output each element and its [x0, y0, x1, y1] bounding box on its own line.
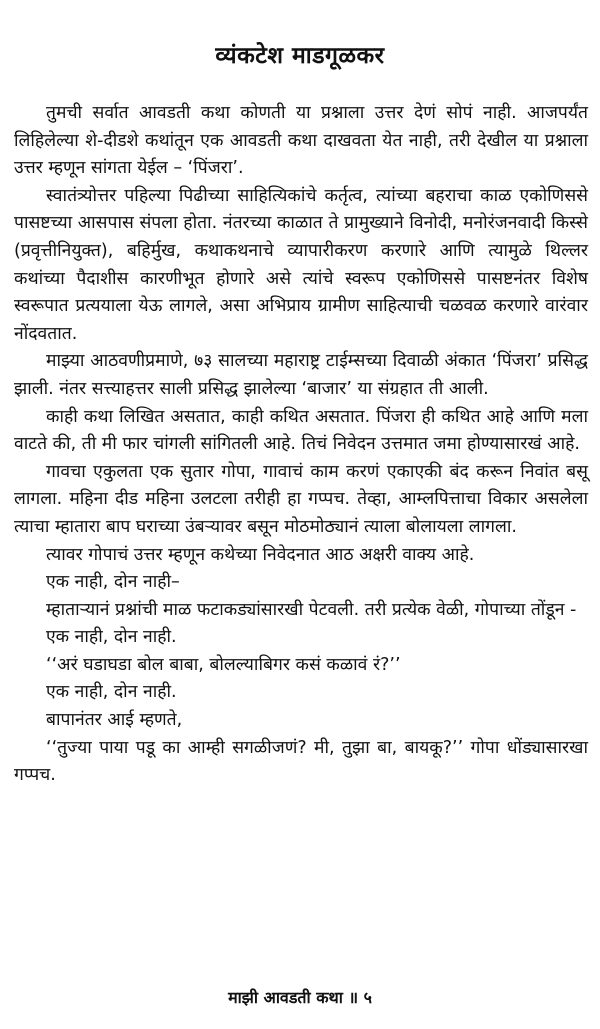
- paragraph: ‘‘तुज्या पाया पडू का आम्ही सगळीजणं? मी, तुझा बा, बायकू?’’ गोपा धोंड्यासारखा गप्पच.: [14, 737, 588, 786]
- body-text: [14, 100, 588, 790]
- paragraph: स्वातंत्र्योत्तर पहिल्या पिढीच्या साहित्यिकांचे कर्तृत्व, त्यांच्या बहराचा काळ एकोणिससे पासष्टच्या आसपास संपला होता. नंतरच्या काळात ते प्रामुख्याने विनोदी, मनोरंजनवादी किस्से (प्रवृत्तीनियुक्त), बहिर्मुख, कथाकथनाचे व्यापारीकरण करणारे आणि त्यामुळे थिल्लर कथांच्या पैदाशीस कारणीभूत होणारे असे त्यांचे स्वरूप एकोणिससे पासष्टनंतर विशेष स्वरूपात प्रत्ययाला येऊ लागले, असा अभिप्राय ग्रामीण साहित्याची चळवळ करणारे वारंवार नोंदवतात.: [14, 185, 588, 344]
- paragraph: म्हाताऱ्यानं प्रश्नांची माळ फटाकड्यांसारखी पेटवली. तरी प्रत्येक वेळी, गोपाच्या तोंडून -: [46, 599, 577, 620]
- dialogue-line: बापानंतर आई म्हणते,: [46, 710, 183, 731]
- paragraph: काही कथा लिखित असतात, काही कथित असतात. पिंजरा ही कथित आहे आणि मला वाटते की, ती मी फार चांगली सांगितली आहे. तिचं निवेदन उत्तमात जमा होण्यासारखं आहे.: [14, 406, 588, 455]
- dialogue-line: ‘‘अरं घडाघडा बोल बाबा, बोलल्याबिगर कसं कळावं रं?’’: [46, 654, 401, 675]
- page-title: व्यंकटेश माडगूळकर: [215, 43, 385, 69]
- text-line: त्यावर गोपाचं उत्तर म्हणून कथेच्या निवेदनात आठ अक्षरी वाक्य आहे.: [46, 544, 475, 565]
- dialogue-line: एक नाही, दोन नाही.: [46, 682, 177, 703]
- paragraph: तुमची सर्वात आवडती कथा कोणती या प्रश्नाला उत्तर देणं सोपं नाही. आजपर्यंत लिहिलेल्या शे-दीडशे कथांतून एक आवडती कथा दाखवता येत नाही, तरी देखील या प्रश्नाला उत्तर म्हणून सांगता येईल – ‘पिंजरा’.: [14, 103, 588, 179]
- dialogue-line: एक नाही, दोन नाही.: [46, 627, 177, 648]
- paragraph: माझ्या आठवणीप्रमाणे, ७३ सालच्या महाराष्ट्र टाईम्सच्या दिवाळी अंकात ‘पिंजरा’ प्रसिद्ध झाली. नंतर सत्त्याहत्तर साली प्रसिद्ध झालेल्या ‘बाजार’ या संग्रहात ती आली.: [14, 351, 588, 399]
- page-footer: माझी आवडती कथा ॥ ५: [228, 988, 372, 1007]
- paragraph: गावचा एकुलता एक सुतार गोपा, गावाचं काम करणं एकाएकी बंद करून निवांत बसू लागला. महिना दीड महिना उलटला तरीही हा गप्पच. तेव्हा, आम्लपित्ताचा विकार असलेला त्याचा म्हातारा बाप घराच्या उंबऱ्यावर बसून मोठमोठ्यानं त्याला बोलायला लागला.: [14, 461, 588, 537]
- text-line: एक नाही, दोन नाही–: [46, 572, 180, 593]
